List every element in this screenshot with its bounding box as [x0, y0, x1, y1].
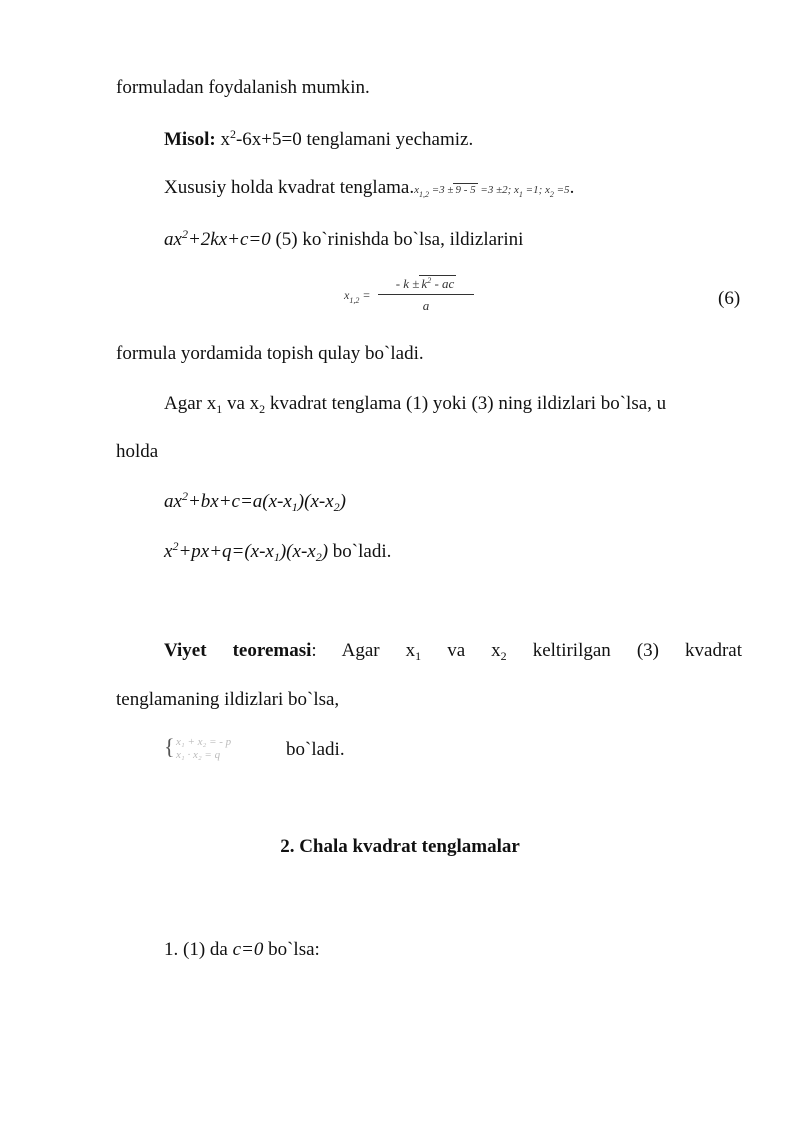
formula6-denominator: a — [422, 298, 430, 313]
formula-part: x — [344, 288, 350, 302]
text: kvadrat — [685, 640, 742, 661]
formula6-numerator — [378, 276, 474, 295]
example-rest: tenglamani yechamiz. — [301, 129, 474, 150]
eq-part: ) — [321, 541, 329, 562]
formula-sqrt: 9 - 5 — [455, 184, 476, 196]
eq-part: x — [220, 129, 230, 150]
text: x — [491, 640, 501, 661]
general-equation — [164, 229, 271, 250]
agar-line1 — [164, 392, 666, 416]
eq-part: +2kx+c=0 — [187, 229, 271, 250]
special-case-line — [164, 176, 574, 202]
paragraph-formuladan — [116, 76, 370, 100]
formula-part: - k ± — [395, 276, 420, 291]
formula-part: = — [359, 288, 371, 302]
item-1 — [164, 938, 320, 962]
text: formula yordamida topish qulay bo`ladi. — [116, 343, 424, 364]
formula-sub: 1,2 — [349, 296, 360, 305]
brace-icon: { — [164, 734, 175, 759]
text: va — [447, 640, 466, 661]
factorization-general — [164, 490, 346, 514]
text: bo`ladi. — [328, 541, 392, 562]
eq-sub: 1 — [273, 550, 280, 564]
formula6-fraction — [378, 276, 474, 314]
eq-sub: 2 — [333, 500, 340, 514]
sub: 2 — [259, 402, 266, 416]
text: keltirilgan — [532, 640, 611, 661]
text: bo`lsa: — [263, 939, 320, 960]
section-heading: 2. Chala kvadrat tenglamalar — [280, 836, 520, 857]
text: tenglamaning ildizlari bo`lsa, — [116, 689, 340, 710]
eq-sub: 2 — [315, 550, 322, 564]
text — [406, 640, 422, 661]
system-bottom: x₁ · x₂ = q — [176, 749, 221, 761]
dot: . — [569, 177, 575, 198]
factorization-reduced — [164, 540, 391, 564]
eq-part: x — [164, 541, 173, 562]
text: Agar — [341, 640, 380, 661]
eq-sup: 2 — [229, 127, 236, 141]
text: kvadrat tenglama (1) yoki (3) ning ildizlari bo`lsa, u — [265, 393, 667, 414]
text: formuladan foydalanish mumkin. — [116, 77, 370, 98]
formula-sub: 2 — [549, 190, 554, 199]
eq-sub: 1 — [291, 500, 298, 514]
text: va x — [222, 393, 260, 414]
formula-part: x — [414, 184, 419, 196]
sub: 2 — [500, 649, 507, 663]
formula-part: =3 ±2; x — [477, 184, 519, 196]
example-line — [164, 128, 473, 152]
eq-part: ax — [164, 491, 182, 512]
formula6-lhs — [344, 288, 370, 303]
general-form-line — [164, 228, 523, 252]
eq-part: +px+q=(x-x — [178, 541, 274, 562]
text: (3) — [636, 640, 659, 661]
viyet-line2 — [116, 688, 339, 712]
formula6-number: (6) — [718, 288, 741, 309]
text: Agar x — [164, 393, 217, 414]
text: 1. (1) da — [164, 939, 233, 960]
formula-part: =1; x — [522, 184, 550, 196]
special-case-formula — [414, 184, 570, 199]
eq-part: ax — [164, 229, 182, 250]
text: holda — [116, 441, 159, 462]
formula-part: =3 ± — [429, 184, 454, 196]
sub: 1 — [216, 402, 223, 416]
viyet-label: Viyet — [164, 640, 207, 661]
viyet-after: bo`ladi. — [286, 739, 345, 760]
viyet-line1 — [164, 639, 742, 663]
formula6-sqrt — [419, 275, 456, 291]
condition: c=0 — [232, 939, 264, 960]
special-case-text: Xususiy holda kvadrat tenglama. — [164, 177, 415, 198]
eq-sup: 2 — [181, 227, 188, 241]
eq-sup: 2 — [181, 489, 188, 503]
agar-line2 — [116, 440, 158, 464]
example-label: Misol: — [164, 129, 216, 150]
formula-part: k — [421, 276, 428, 291]
eq-sup: 2 — [172, 539, 179, 553]
text: : — [311, 640, 317, 661]
eq-part: -6x+5=0 — [235, 129, 302, 150]
formula-sup: 2 — [427, 276, 432, 285]
example-equation — [220, 129, 301, 150]
formula-part: =5 — [553, 184, 570, 196]
sub: 1 — [415, 649, 422, 663]
system-top: x₁ + x₂ = - p — [176, 736, 232, 748]
eq-part: ) — [339, 491, 346, 512]
eq-part: )(x-x — [279, 541, 316, 562]
reduced-equation — [164, 541, 328, 562]
eq-part: )(x-x — [297, 491, 334, 512]
formula-part: - ac — [431, 276, 455, 291]
text — [491, 640, 507, 661]
general-rest: (5) ko`rinishda bo`lsa, ildizlarini — [270, 229, 524, 250]
text: x — [405, 640, 416, 661]
eq-part: +bx+c=a(x-x — [187, 491, 292, 512]
formula-sub: 1 — [518, 190, 523, 199]
paragraph-formula-yordamida — [116, 342, 424, 366]
formula-sub: 1,2 — [419, 190, 429, 199]
viyet-label: teoremasi — [232, 640, 312, 661]
